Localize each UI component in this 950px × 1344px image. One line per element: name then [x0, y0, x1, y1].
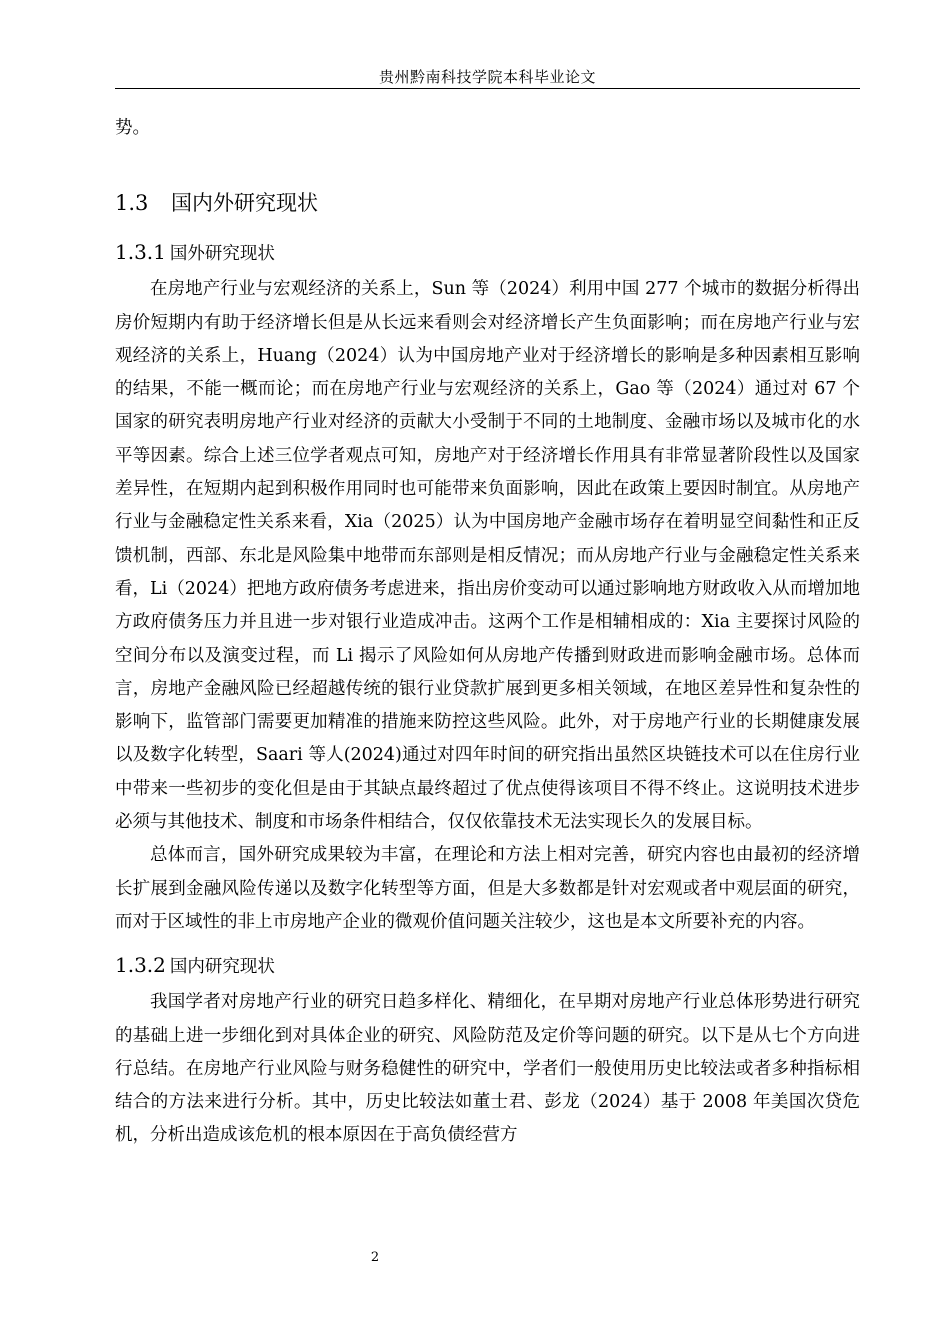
page-body — [115, 112, 860, 1153]
paragraph: 在房地产行业与宏观经济的关系上，Sun 等（2024）利用中国 277 个城市的数据分析得出房价短期内有助于经济增长但是从长远来看则会对经济增长产生负面影响；而在房地产行业与宏观经济的关系上，Huang（2024）认为中国房地产业对于经济增长的影响是多种因素相互影响的结果，不能一概而论；而在房地产行业与宏观经济的关系上，Gao 等（2024）通过对 67 个国家的研究表明房地产行业对经济的贡献大小受制于不同的土地制度、金融市场以及城市化的水平等因素。综合上述三位学者观点可知，房地产对于经济增长作用具有非常显著阶段性以及国家差异性，在短期内起到积极作用同时也可能带来负面影响，因此在政策上要因时制宜。从房地产行业与金融稳定性关系来看，Xia（2025）认为中国房地产金融市场存在着明显空间黏性和正反馈机制，西部、东北是风险集中地带而东部则是相反情况；而从房地产行业与金融稳定性关系来看，Li（2024）把地方政府债务考虑进来，指出房价变动可以通过影响地方财政收入从而增加地方政府债务压力并且进一步对银行业造成冲击。这两个工作是相辅相成的：Xia 主要探讨风险的空间分布以及演变过程，而 Li 揭示了风险如何从房地产传播到财政进而影响金融市场。总体而言，房地产金融风险已经超越传统的银行业贷款扩展到更多相关领域，在地区差异性和复杂性的影响下，监管部门需要更加精准的措施来防控这些风险。此外，对于房地产行业的长期健康发展以及数字化转型，Saari 等人(2024)通过对四年时间的研究指出虽然区块链技术可以在住房行业中带来一些初步的变化但是由于其缺点最终超过了优点使得该项目不得不终止。这说明技术进步必须与其他技术、制度和市场条件相结合，仅仅依靠技术无法实现长久的发展目标。 — [115, 279, 860, 833]
page-footer — [0, 1250, 750, 1266]
page-number: 2 — [370, 1250, 380, 1265]
header-title: 贵州黔南科技学院本科毕业论文 — [378, 68, 596, 86]
subsection-title: 国外研究现状 — [169, 244, 275, 265]
subsection-heading-1-3-1 — [115, 238, 860, 268]
subsection-number: 1.3.2 — [115, 953, 166, 978]
section-title: 国内外研究现状 — [171, 191, 318, 216]
leading-fragment: 势。 — [115, 118, 150, 138]
paragraph: 我国学者对房地产行业的研究日趋多样化、精细化，在早期对房地产行业总体形势进行研究的基础上进一步细化到对具体企业的研究、风险防范及定价等问题的研究。以下是从七个方向进行总结。在房地产行业风险与财务稳健性的研究中，学者们一般使用历史比较法或者多种指标相结合的方法来进行分析。其中，历史比较法如董士君、彭龙（2024）基于 2008 年美国次贷危机，分析出造成该危机的根本原因在于高负债经营方 — [115, 992, 860, 1146]
paragraph: 总体而言，国外研究成果较为丰富，在理论和方法上相对完善，研究内容也由最初的经济增长扩展到金融风险传递以及数字化转型等方面，但是大多数都是针对宏观或者中观层面的研究，而对于区域性的非上市房地产企业的微观价值问题关注较少，这也是本文所要补充的内容。 — [115, 845, 860, 932]
section-heading-1-3 — [115, 188, 860, 218]
section-number: 1.3 — [115, 191, 149, 216]
page-header — [115, 66, 860, 89]
subsection-title: 国内研究现状 — [169, 957, 275, 978]
subsection-number: 1.3.1 — [115, 240, 166, 265]
subsection-heading-1-3-2 — [115, 951, 860, 981]
